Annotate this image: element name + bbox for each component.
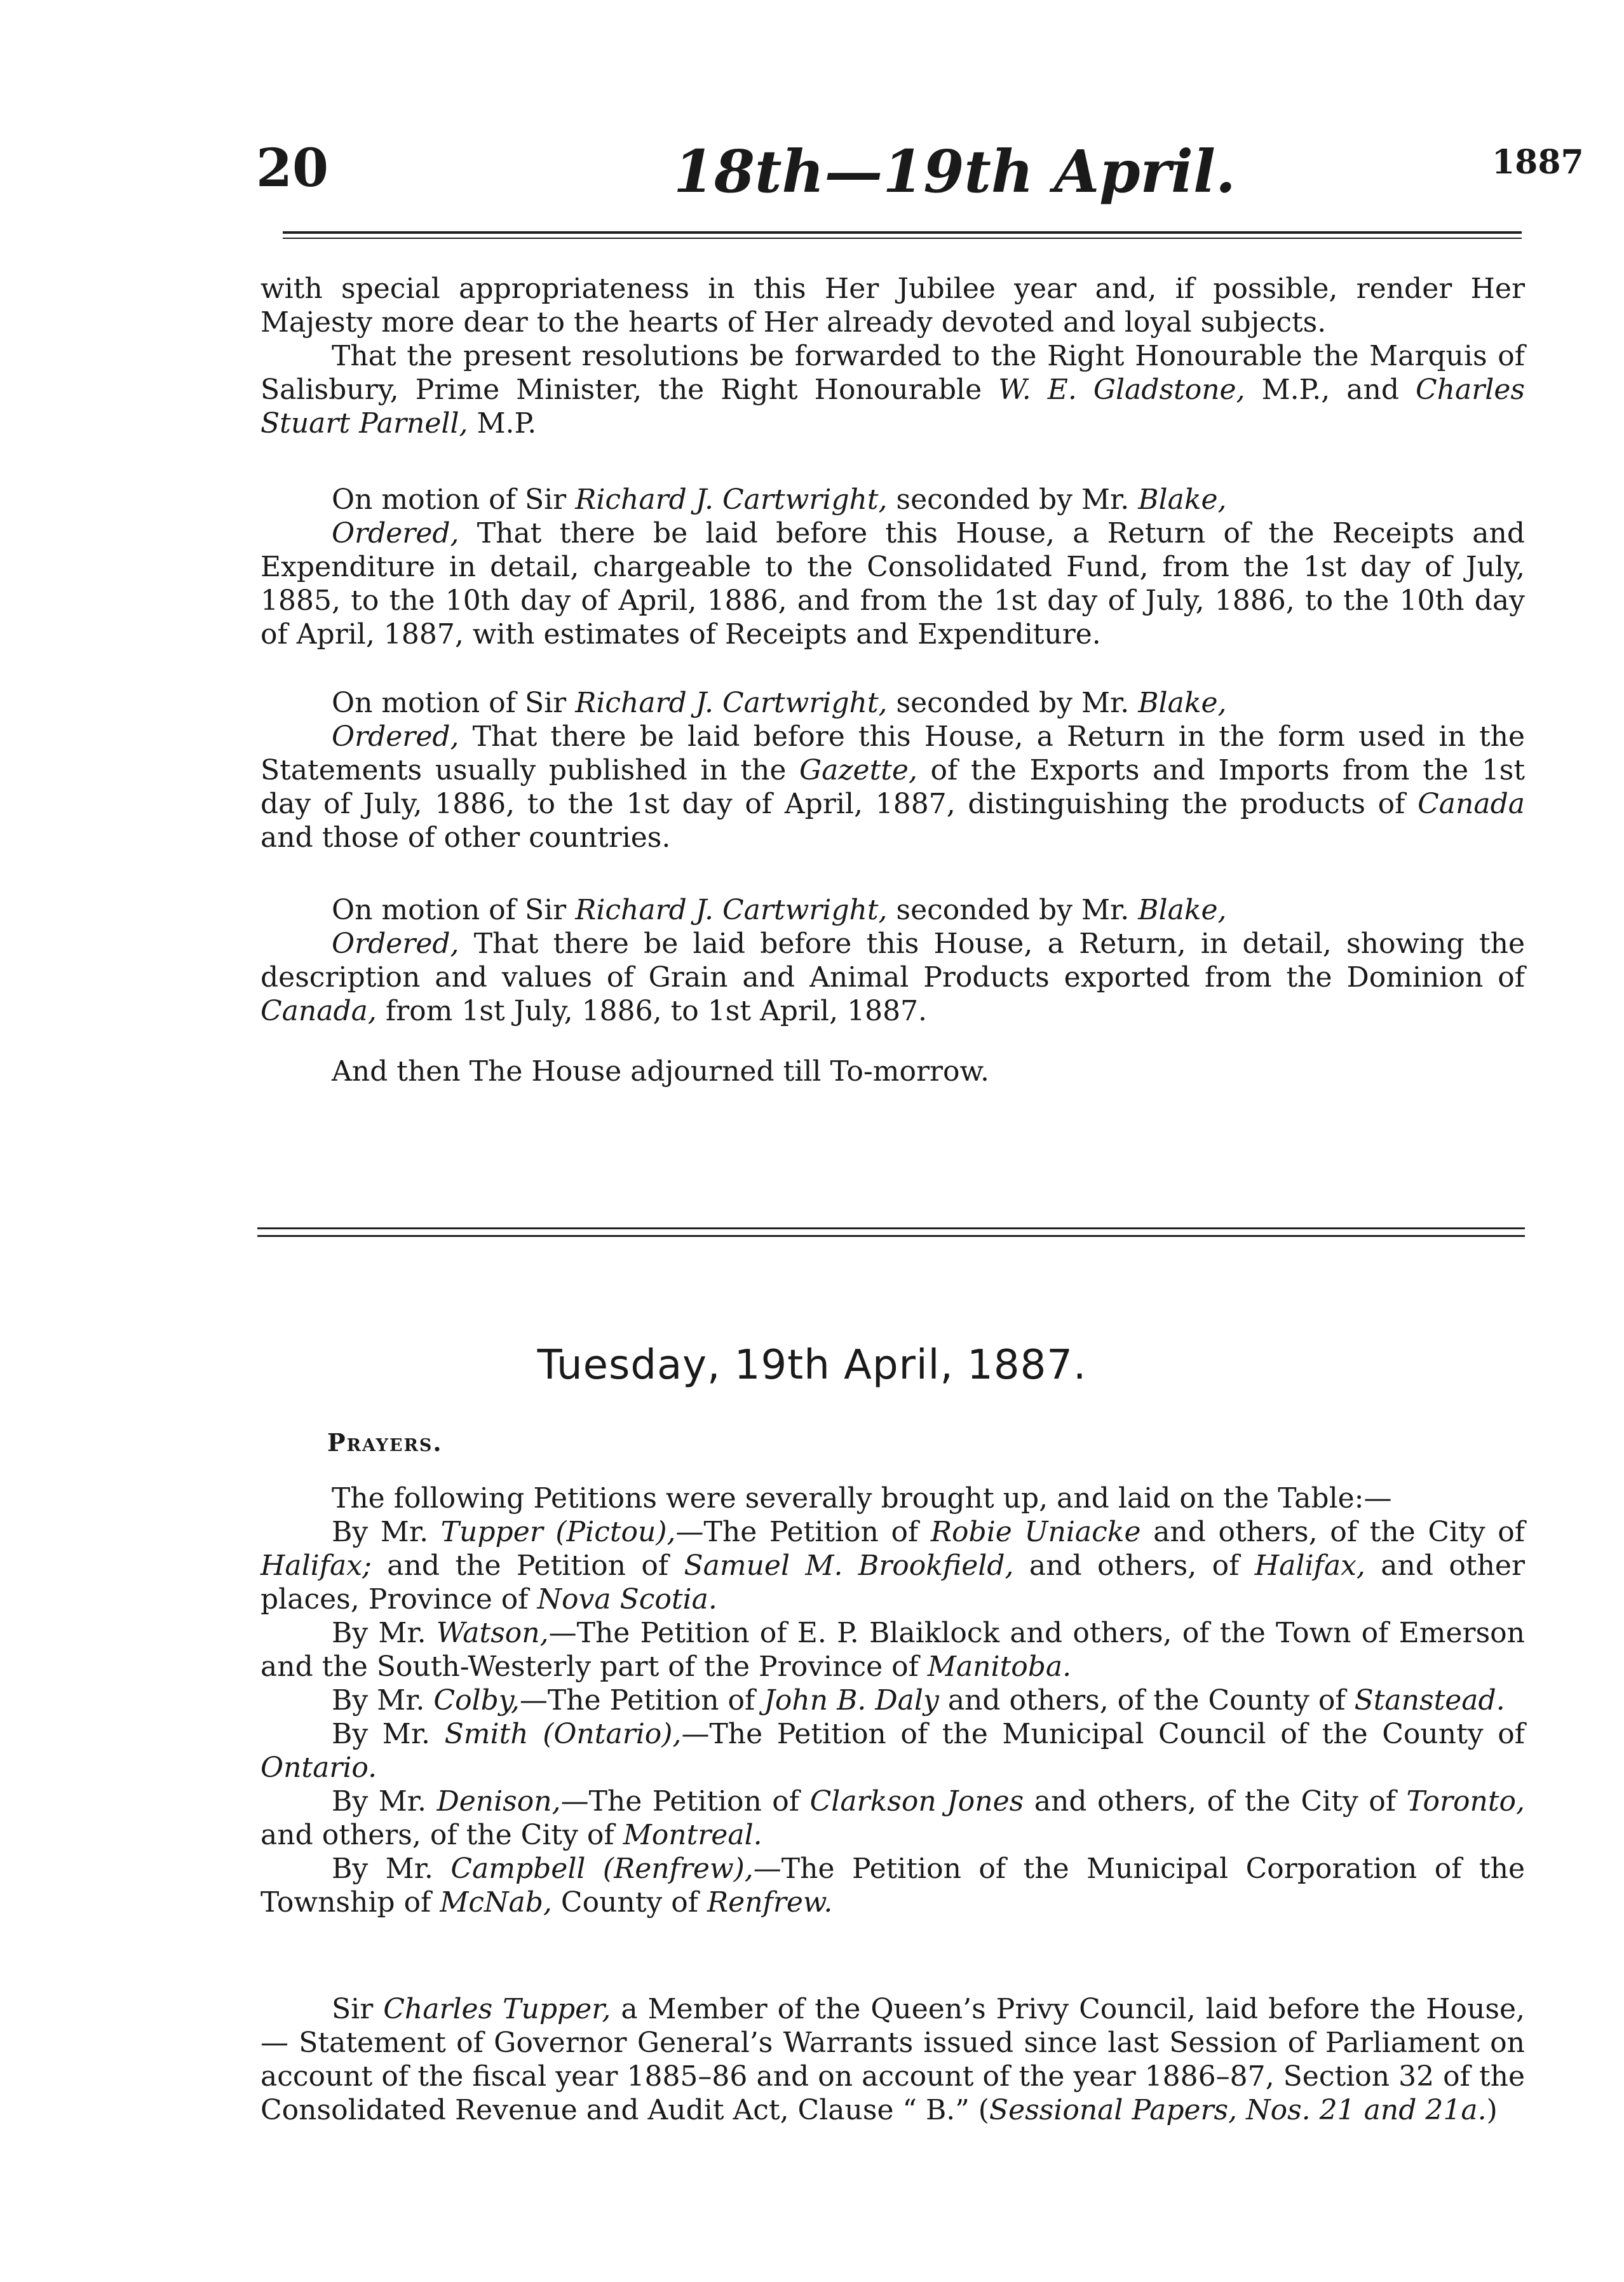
order-paragraph: Ordered, That there be laid before this House, a Return in the form used in the Statements usually published in the Gazette, of the Exports and Imports from the 1st day of July, 1886, to the 1st day of April, 1887, distinguishing the products of Canada and those of other countries. bbox=[261, 720, 1526, 854]
header-rule-lower bbox=[283, 238, 1522, 239]
petition-entry: By Mr. Campbell (Renfrew),—The Petition of the Municipal Corporation of the Township of McNab, County of Renfrew. bbox=[261, 1853, 1526, 1919]
statement-paragraph: Sir Charles Tupper, a Member of the Queen’s Privy Council, laid before the House,— Statement of Governor General’s Warrants issued since last Session of Parliament on account of the fiscal year 1885–86 and on account of the year 1886–87, Section 32 of the Consolidated Revenue and Audit Act, Clause “ B.” (Sessional Papers, Nos. 21 and 21a.) bbox=[261, 1993, 1525, 2126]
day-heading: Tuesday, 19th April, 1887. bbox=[537, 1342, 1087, 1389]
order-paragraph: Ordered, That there be laid before this House, a Return, in detail, showing the description and values of Grain and Animal Products exported from the Dominion of Canada, from 1st July, 1886, to 1st April, 1887. bbox=[261, 928, 1525, 1027]
page-year: 1887 bbox=[1492, 143, 1584, 182]
section-rule-lower bbox=[257, 1235, 1525, 1237]
prayers-label: Prayers. bbox=[327, 1428, 443, 1457]
adjournment-line: And then The House adjourned till To-morrow. bbox=[332, 1055, 989, 1088]
adjournment bbox=[261, 1055, 1525, 1088]
order-paragraph: Ordered, That there be laid before this House, a Return of the Receipts and Expenditure in detail, chargeable to the Consolidated Fund, from the 1st day of July, 1885, to the 10th day of April, 1886, and from the 1st day of July, 1886, to the 10th day of April, 1887, with estimates of Receipts and Expenditure. bbox=[261, 517, 1525, 651]
motion-line: On motion of Sir Richard J. Cartwright, seconded by Mr. Blake, bbox=[332, 894, 1227, 926]
motion-grain-animal-products bbox=[261, 893, 1525, 1028]
motion-line: On motion of Sir Richard J. Cartwright, seconded by Mr. Blake, bbox=[332, 483, 1227, 516]
petitions-section bbox=[261, 1482, 1525, 1919]
page-title: 18th—19th April. bbox=[673, 137, 1236, 206]
petition-entry: By Mr. Colby,—The Petition of John B. Daly and others, of the County of Stanstead. bbox=[332, 1684, 1505, 1717]
continuation-text bbox=[261, 272, 1525, 440]
motion-exports-imports bbox=[261, 686, 1525, 854]
motion-line: On motion of Sir Richard J. Cartwright, seconded by Mr. Blake, bbox=[332, 687, 1227, 719]
petition-entry: By Mr. Watson,—The Petition of E. P. Blaiklock and others, of the Town of Emerson and the South-Westerly part of the Province of Manitoba. bbox=[261, 1617, 1525, 1683]
section-rule-upper bbox=[257, 1227, 1525, 1229]
header-rule-upper bbox=[283, 231, 1522, 234]
page-number: 20 bbox=[256, 138, 329, 199]
petitions-intro: The following Petitions were severally brought up, and laid on the Table:— bbox=[332, 1482, 1392, 1515]
resolution-forward-paragraph: That the present resolutions be forwarded to the Right Honourable the Marquis of Salisbury, Prime Minister, the Right Honourable W. E. Gladstone, M.P., and Charles Stuart Parnell, M.P. bbox=[261, 340, 1525, 440]
petition-entry: By Mr. Tupper (Pictou),—The Petition of Robie Uniacke and others, of the City of Halifax; and the Petition of Samuel M. Brookfield, and others, of Halifax, and other places, Province of Nova Scotia. bbox=[261, 1516, 1525, 1616]
continuation-paragraph: with special appropriateness in this Her Jubilee year and, if possible, render Her Majesty more dear to the hearts of Her already devoted and loyal subjects. bbox=[261, 273, 1525, 339]
petition-entry: By Mr. Smith (Ontario),—The Petition of the Municipal Council of the County of Ontario. bbox=[261, 1718, 1525, 1784]
motion-receipts-expenditure bbox=[261, 483, 1525, 651]
petition-entry: By Mr. Denison,—The Petition of Clarkson Jones and others, of the City of Toronto, and others, of the City of Montreal. bbox=[261, 1785, 1525, 1851]
warrants-statement bbox=[261, 1992, 1525, 2127]
